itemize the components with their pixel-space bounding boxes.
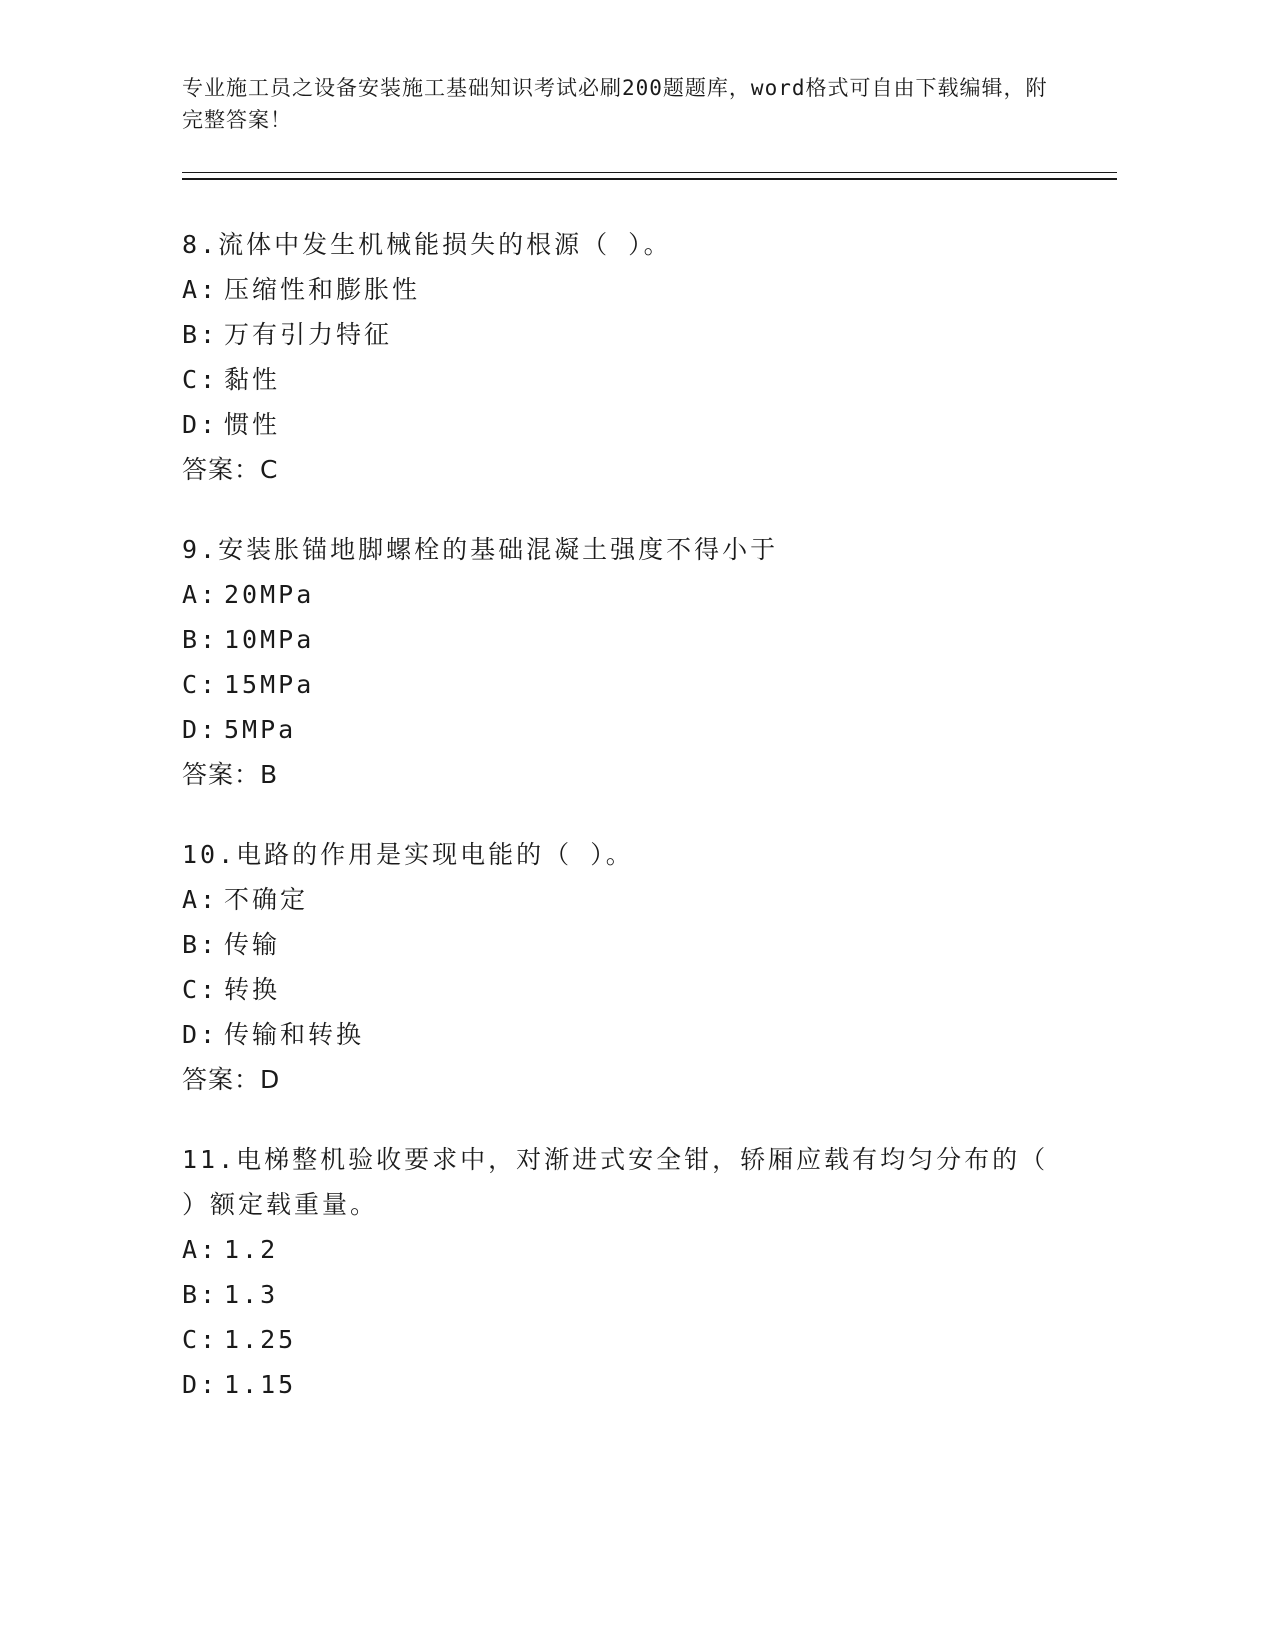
question-8 — [182, 222, 1082, 492]
option-c — [182, 357, 1082, 402]
option-b — [182, 312, 1082, 357]
option-letter: A: — [182, 1235, 219, 1264]
option-text: 10MPa — [224, 625, 315, 654]
option-text: 惯性 — [224, 410, 281, 439]
option-text: 15MPa — [224, 670, 315, 699]
option-d — [182, 1012, 1082, 1057]
option-text: 传输 — [224, 930, 281, 959]
option-letter: D: — [182, 715, 219, 744]
option-letter: D: — [182, 410, 219, 439]
option-letter: B: — [182, 1280, 219, 1309]
question-11 — [182, 1137, 1062, 1407]
option-letter: A: — [182, 275, 219, 304]
option-a — [182, 877, 1082, 922]
question-stem: 9.安装胀锚地脚螺栓的基础混凝土强度不得小于 — [182, 535, 779, 564]
question-10 — [182, 832, 1082, 1102]
question-stem: 10.电路的作用是实现电能的（ ）。 — [182, 840, 634, 869]
option-d — [182, 1362, 1062, 1407]
option-letter: B: — [182, 930, 219, 959]
option-text: 黏性 — [224, 365, 281, 394]
option-letter: C: — [182, 975, 219, 1004]
option-letter: B: — [182, 320, 219, 349]
option-a — [182, 1227, 1062, 1272]
question-stem: 11.电梯整机验收要求中，对渐进式安全钳，轿厢应载有均匀分布的（ ）额定载重量。 — [182, 1145, 1049, 1219]
option-b — [182, 1272, 1062, 1317]
option-b — [182, 922, 1082, 967]
option-text: 压缩性和膨胀性 — [224, 275, 421, 304]
option-letter: A: — [182, 885, 219, 914]
option-c — [182, 662, 1082, 707]
option-letter: D: — [182, 1020, 219, 1049]
option-letter: C: — [182, 1325, 219, 1354]
option-text: 转换 — [224, 975, 281, 1004]
option-b — [182, 617, 1082, 662]
option-text: 1.3 — [224, 1280, 279, 1309]
option-c — [182, 1317, 1062, 1362]
option-a — [182, 572, 1082, 617]
answer-label: 答案：B — [182, 760, 279, 789]
option-text: 1.25 — [224, 1325, 297, 1354]
option-text: 传输和转换 — [224, 1020, 365, 1049]
option-c — [182, 967, 1082, 1012]
option-a — [182, 267, 1082, 312]
option-text: 1.15 — [224, 1370, 297, 1399]
header-divider — [182, 172, 1117, 180]
option-text: 5MPa — [224, 715, 297, 744]
question-stem: 8.流体中发生机械能损失的根源（ ）。 — [182, 230, 672, 259]
document-header — [182, 72, 1062, 136]
header-title: 专业施工员之设备安装施工基础知识考试必刷200题题库，word格式可自由下载编辑，附完整答案！ — [182, 76, 1048, 132]
option-text: 万有引力特征 — [224, 320, 393, 349]
question-9 — [182, 527, 1082, 797]
option-letter: B: — [182, 625, 219, 654]
option-letter: D: — [182, 1370, 219, 1399]
option-d — [182, 402, 1082, 447]
option-text: 20MPa — [224, 580, 315, 609]
option-letter: A: — [182, 580, 219, 609]
answer-label: 答案：D — [182, 1065, 281, 1094]
option-text: 1.2 — [224, 1235, 279, 1264]
option-text: 不确定 — [224, 885, 309, 914]
option-d — [182, 707, 1082, 752]
answer-label: 答案：C — [182, 455, 279, 484]
option-letter: C: — [182, 365, 219, 394]
option-letter: C: — [182, 670, 219, 699]
